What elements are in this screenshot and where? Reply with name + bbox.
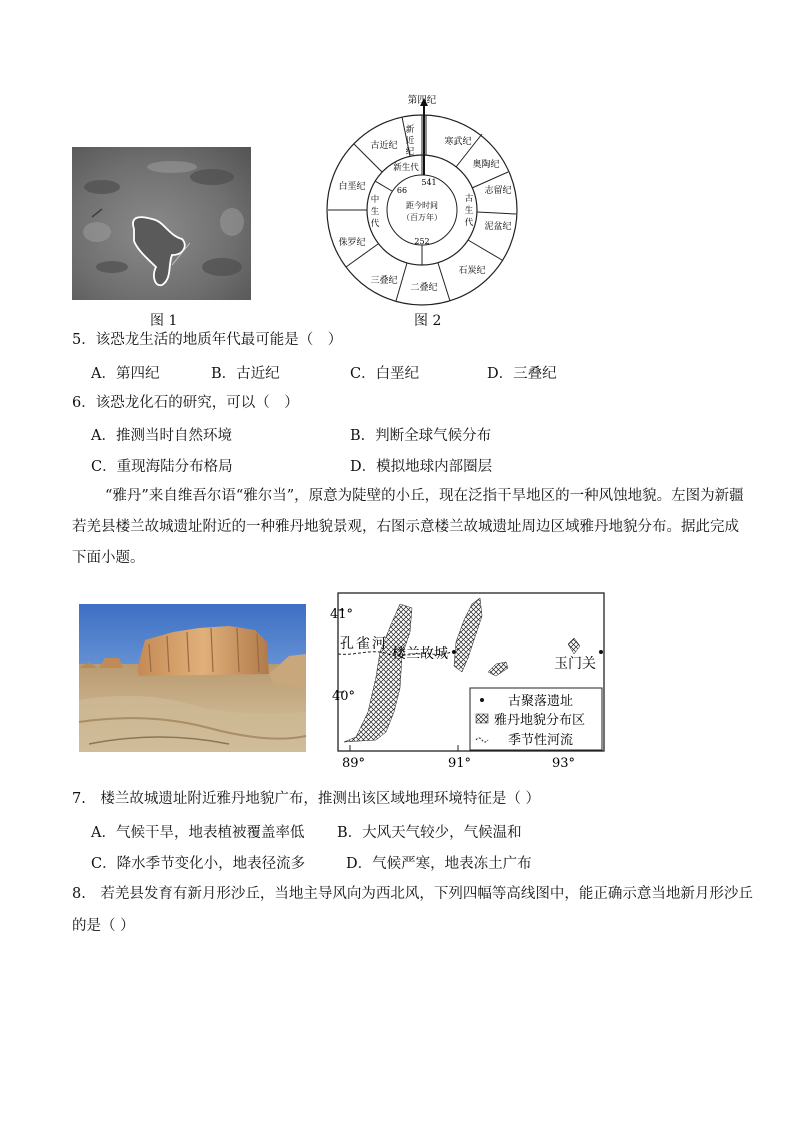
yardang-distribution-map xyxy=(330,592,608,774)
legend-site-label: 古聚落遗址 xyxy=(508,694,574,709)
question-6-stem: 6．该恐龙化石的研究，可以（ ） xyxy=(72,395,299,411)
figure-1-caption: 图 1 xyxy=(150,313,178,329)
era-paleozoic-2: 生 xyxy=(464,206,474,216)
lon-93-label: 93° xyxy=(552,756,576,771)
period-neogene-2: 近 xyxy=(405,136,415,146)
lat-40-label: 40° xyxy=(332,689,356,704)
boundary-541: 541 xyxy=(421,178,437,187)
boundary-252: 252 xyxy=(414,237,430,246)
yardang-photo xyxy=(79,604,306,752)
question-6-option-d[interactable]: D．模拟地球内部圈层 xyxy=(350,459,493,475)
era-paleozoic-3: 代 xyxy=(464,218,474,228)
era-mesozoic-1: 中 xyxy=(370,195,380,205)
era-mesozoic-2: 生 xyxy=(370,207,380,217)
boundary-66: 66 xyxy=(396,186,408,195)
era-paleozoic-1: 古 xyxy=(464,194,474,204)
river-label: 孔雀河 xyxy=(340,636,388,652)
period-silurian: 志留纪 xyxy=(484,186,512,196)
period-carboniferous: 石炭纪 xyxy=(458,266,486,276)
figure-2-caption: 图 2 xyxy=(414,313,442,329)
legend-yardang-label: 雅丹地貌分布区 xyxy=(494,713,586,728)
lon-89-label: 89° xyxy=(342,756,366,771)
yumen-label: 玉门关 xyxy=(554,656,596,672)
center-label-1: 距今时间 xyxy=(406,201,438,210)
question-5-option-c[interactable]: C．白垩纪 xyxy=(350,366,420,382)
question-6-option-b[interactable]: B．判断全球气候分布 xyxy=(350,428,492,444)
quaternary-label: 第四纪 xyxy=(407,95,437,106)
question-7-option-d[interactable]: D．气候严寒，地表冻土广布 xyxy=(346,856,532,872)
question-5-option-a[interactable]: A．第四纪 xyxy=(91,366,160,382)
question-8-stem-line-1: 8. 若羌县发育有新月形沙丘，当地主导风向为西北风，下列四幅等高线图中，能正确示意当地新月形沙丘 xyxy=(72,886,753,902)
era-mesozoic-3: 代 xyxy=(370,219,380,229)
period-cambrian: 寒武纪 xyxy=(444,137,472,147)
period-paleogene: 古近纪 xyxy=(370,141,398,151)
question-6-option-a[interactable]: A．推测当时自然环境 xyxy=(91,428,232,444)
passage-line-1: “雅丹”来自维吾尔语“雅尔当”，原意为陡壁的小丘，现在泛指干旱地区的一种风蚀地貌。左图为新疆 xyxy=(105,488,744,504)
era-cenozoic: 新生代 xyxy=(393,163,419,173)
passage-line-2: 若羌县楼兰故城遗址附近的一种雅丹地貌景观，右图示意楼兰故城遗址周边区域雅丹地貌分布。据此完成 xyxy=(72,519,739,535)
period-ordovician: 奥陶纪 xyxy=(472,160,500,170)
period-devonian: 泥盆纪 xyxy=(484,222,512,232)
lon-91-label: 91° xyxy=(448,756,472,771)
period-neogene-1: 新 xyxy=(405,125,415,135)
question-5-option-b[interactable]: B．古近纪 xyxy=(211,366,280,382)
question-6-option-c[interactable]: C．重现海陆分布格局 xyxy=(91,459,233,475)
period-jurassic: 侏罗纪 xyxy=(338,238,366,248)
period-cretaceous: 白垩纪 xyxy=(338,182,366,192)
geologic-time-wheel xyxy=(322,92,522,310)
lat-41-label: 41° xyxy=(330,607,354,622)
question-8-stem-line-2: 的是（ ） xyxy=(72,918,135,934)
period-permian: 二叠纪 xyxy=(410,283,438,293)
question-5-option-d[interactable]: D．三叠纪 xyxy=(487,366,557,382)
question-7-option-c[interactable]: C．降水季节变化小，地表径流多 xyxy=(91,856,306,872)
passage-line-3: 下面小题。 xyxy=(72,550,145,566)
center-label-2: （百万年） xyxy=(402,213,442,222)
period-triassic: 三叠纪 xyxy=(370,276,398,286)
question-5-stem: 5．该恐龙生活的地质年代最可能是（ ） xyxy=(72,332,343,348)
question-7-option-a[interactable]: A．气候干旱，地表植被覆盖率低 xyxy=(91,825,305,841)
legend-river-label: 季节性河流 xyxy=(508,733,574,748)
fossil-photo xyxy=(72,147,251,300)
loulan-label: 楼兰故城 xyxy=(392,646,448,662)
period-neogene-3: 纪 xyxy=(405,147,415,157)
question-7-stem: 7. 楼兰故城遗址附近雅丹地貌广布，推测出该区域地理环境特征是（ ） xyxy=(72,791,540,807)
question-7-option-b[interactable]: B．大风天气较少，气候温和 xyxy=(337,825,522,841)
